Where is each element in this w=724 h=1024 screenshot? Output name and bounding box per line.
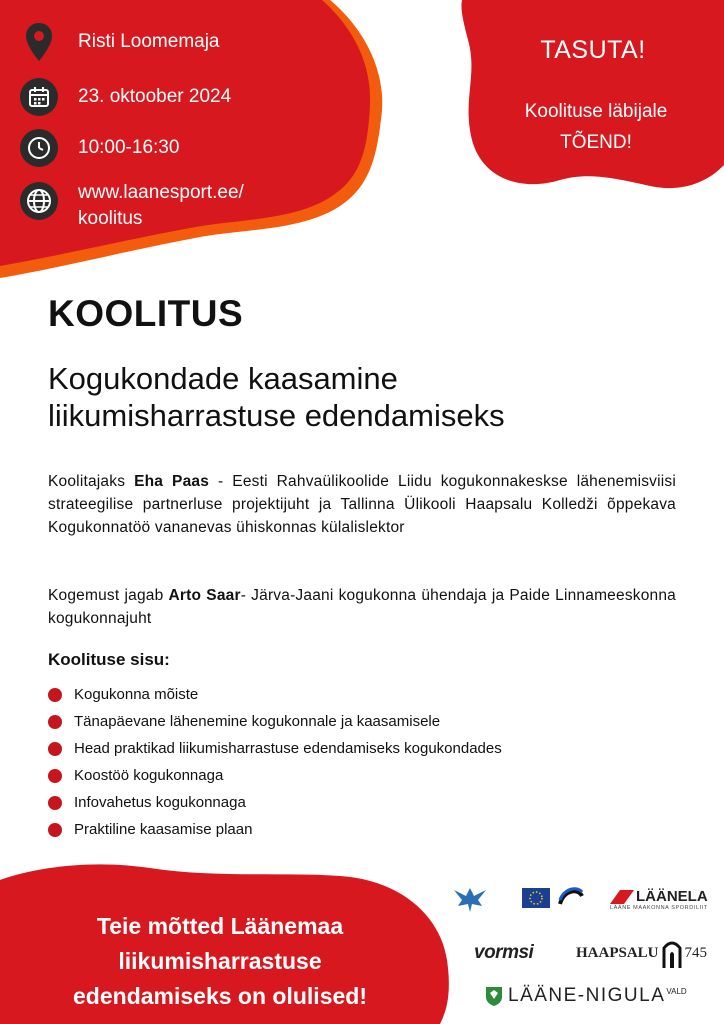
content-heading: Koolituse sisu: (48, 650, 170, 669)
laanela-logo (610, 888, 708, 911)
website-link[interactable] (78, 180, 244, 232)
list-item: Infovahetus kogukonnaga (48, 789, 502, 816)
clock-icon (20, 129, 58, 167)
trainer-paragraph (48, 470, 676, 539)
trainer-name: Eha Paas (134, 473, 210, 490)
experience-name: Arto Saar (168, 587, 241, 604)
top-right-blob (461, 0, 724, 188)
location-text: Risti Loomemaja (78, 31, 220, 52)
list-item: Koostöö kogukonnaga (48, 762, 502, 789)
footer-line1: Teie mõtted Läänemaa (96, 913, 344, 939)
globe-icon (20, 182, 58, 220)
bullet-icon (48, 742, 62, 756)
info-website (20, 180, 244, 232)
bullet-icon (48, 823, 62, 837)
list-item: Kogukonna mõiste (48, 681, 502, 708)
certificate-line2: TÕEND! (560, 132, 632, 153)
free-label: TASUTA! (540, 36, 646, 64)
website-line2: koolitus (78, 208, 143, 229)
laanela-text: LÄÄNELA (636, 888, 708, 905)
estonian-flag-logo (558, 886, 584, 908)
footer-line2: liikumisharrastuse (118, 948, 322, 974)
certificate-note (478, 96, 714, 158)
bullet-icon (48, 769, 62, 783)
experience-paragraph (48, 584, 676, 630)
certificate-line1: Koolituse läbijale (524, 101, 668, 122)
info-location (20, 22, 220, 62)
experience-description: - Järva-Jaani kogukonna ühendaja ja Paide Linnameeskonna kogukonnajuht (48, 587, 676, 627)
laanela-subtext: LÄÄNE MAAKONNA SPORDILIIT (610, 905, 708, 911)
info-time (20, 129, 179, 167)
eu-flag-logo (522, 888, 550, 908)
content-list (48, 681, 502, 843)
list-item: Head praktikad liikumisharrastuse edendamiseks kogukondades (48, 735, 502, 762)
location-pin-icon (20, 22, 58, 62)
calendar-icon (20, 78, 58, 116)
footer-message (20, 909, 420, 1014)
list-item: Tänapäevane lähenemine kogukonnale ja kaasamisele (48, 708, 502, 735)
footer-line3: edendamiseks on olulised! (73, 983, 367, 1009)
trainer-prefix: Koolitajaks (48, 473, 135, 490)
date-text: 23. oktoober 2024 (78, 86, 232, 107)
laane-nigula-logo: LÄÄNE-NIGULA VALD (484, 985, 687, 1007)
trainer-description: - Eesti Rahvaülikoolide Liidu kogukonnakeskse lähenemisviisi strateegilise partnerluse projektijuht ja Tallinna Ülikooli Haapsalu Kolledži õppekava Kogukonnatöö vananevas ühiskonnas külalislektor (48, 473, 676, 536)
shield-icon (484, 985, 504, 1007)
bullet-icon (48, 796, 62, 810)
bullet-icon (48, 715, 62, 729)
page-title: KOOLITUS (48, 293, 244, 334)
website-line1: www.laanesport.ee/ (78, 182, 244, 203)
eagle-emblem-logo (452, 884, 488, 914)
subtitle-line2: liikumisharrastuse edendamiseks (48, 398, 505, 433)
info-date (20, 78, 231, 116)
list-item: Praktiline kaasamise plaan (48, 816, 502, 843)
haapsalu-logo: HAAPSALU 745 (576, 938, 707, 968)
vormsi-logo: vormsi (474, 942, 534, 963)
bullet-icon (48, 688, 62, 702)
experience-prefix: Kogemust jagab (48, 587, 169, 604)
time-text: 10:00-16:30 (78, 137, 180, 158)
subtitle-line1: Kogukondade kaasamine (48, 361, 398, 396)
page-subtitle (48, 360, 688, 434)
castle-window-icon (661, 938, 683, 968)
